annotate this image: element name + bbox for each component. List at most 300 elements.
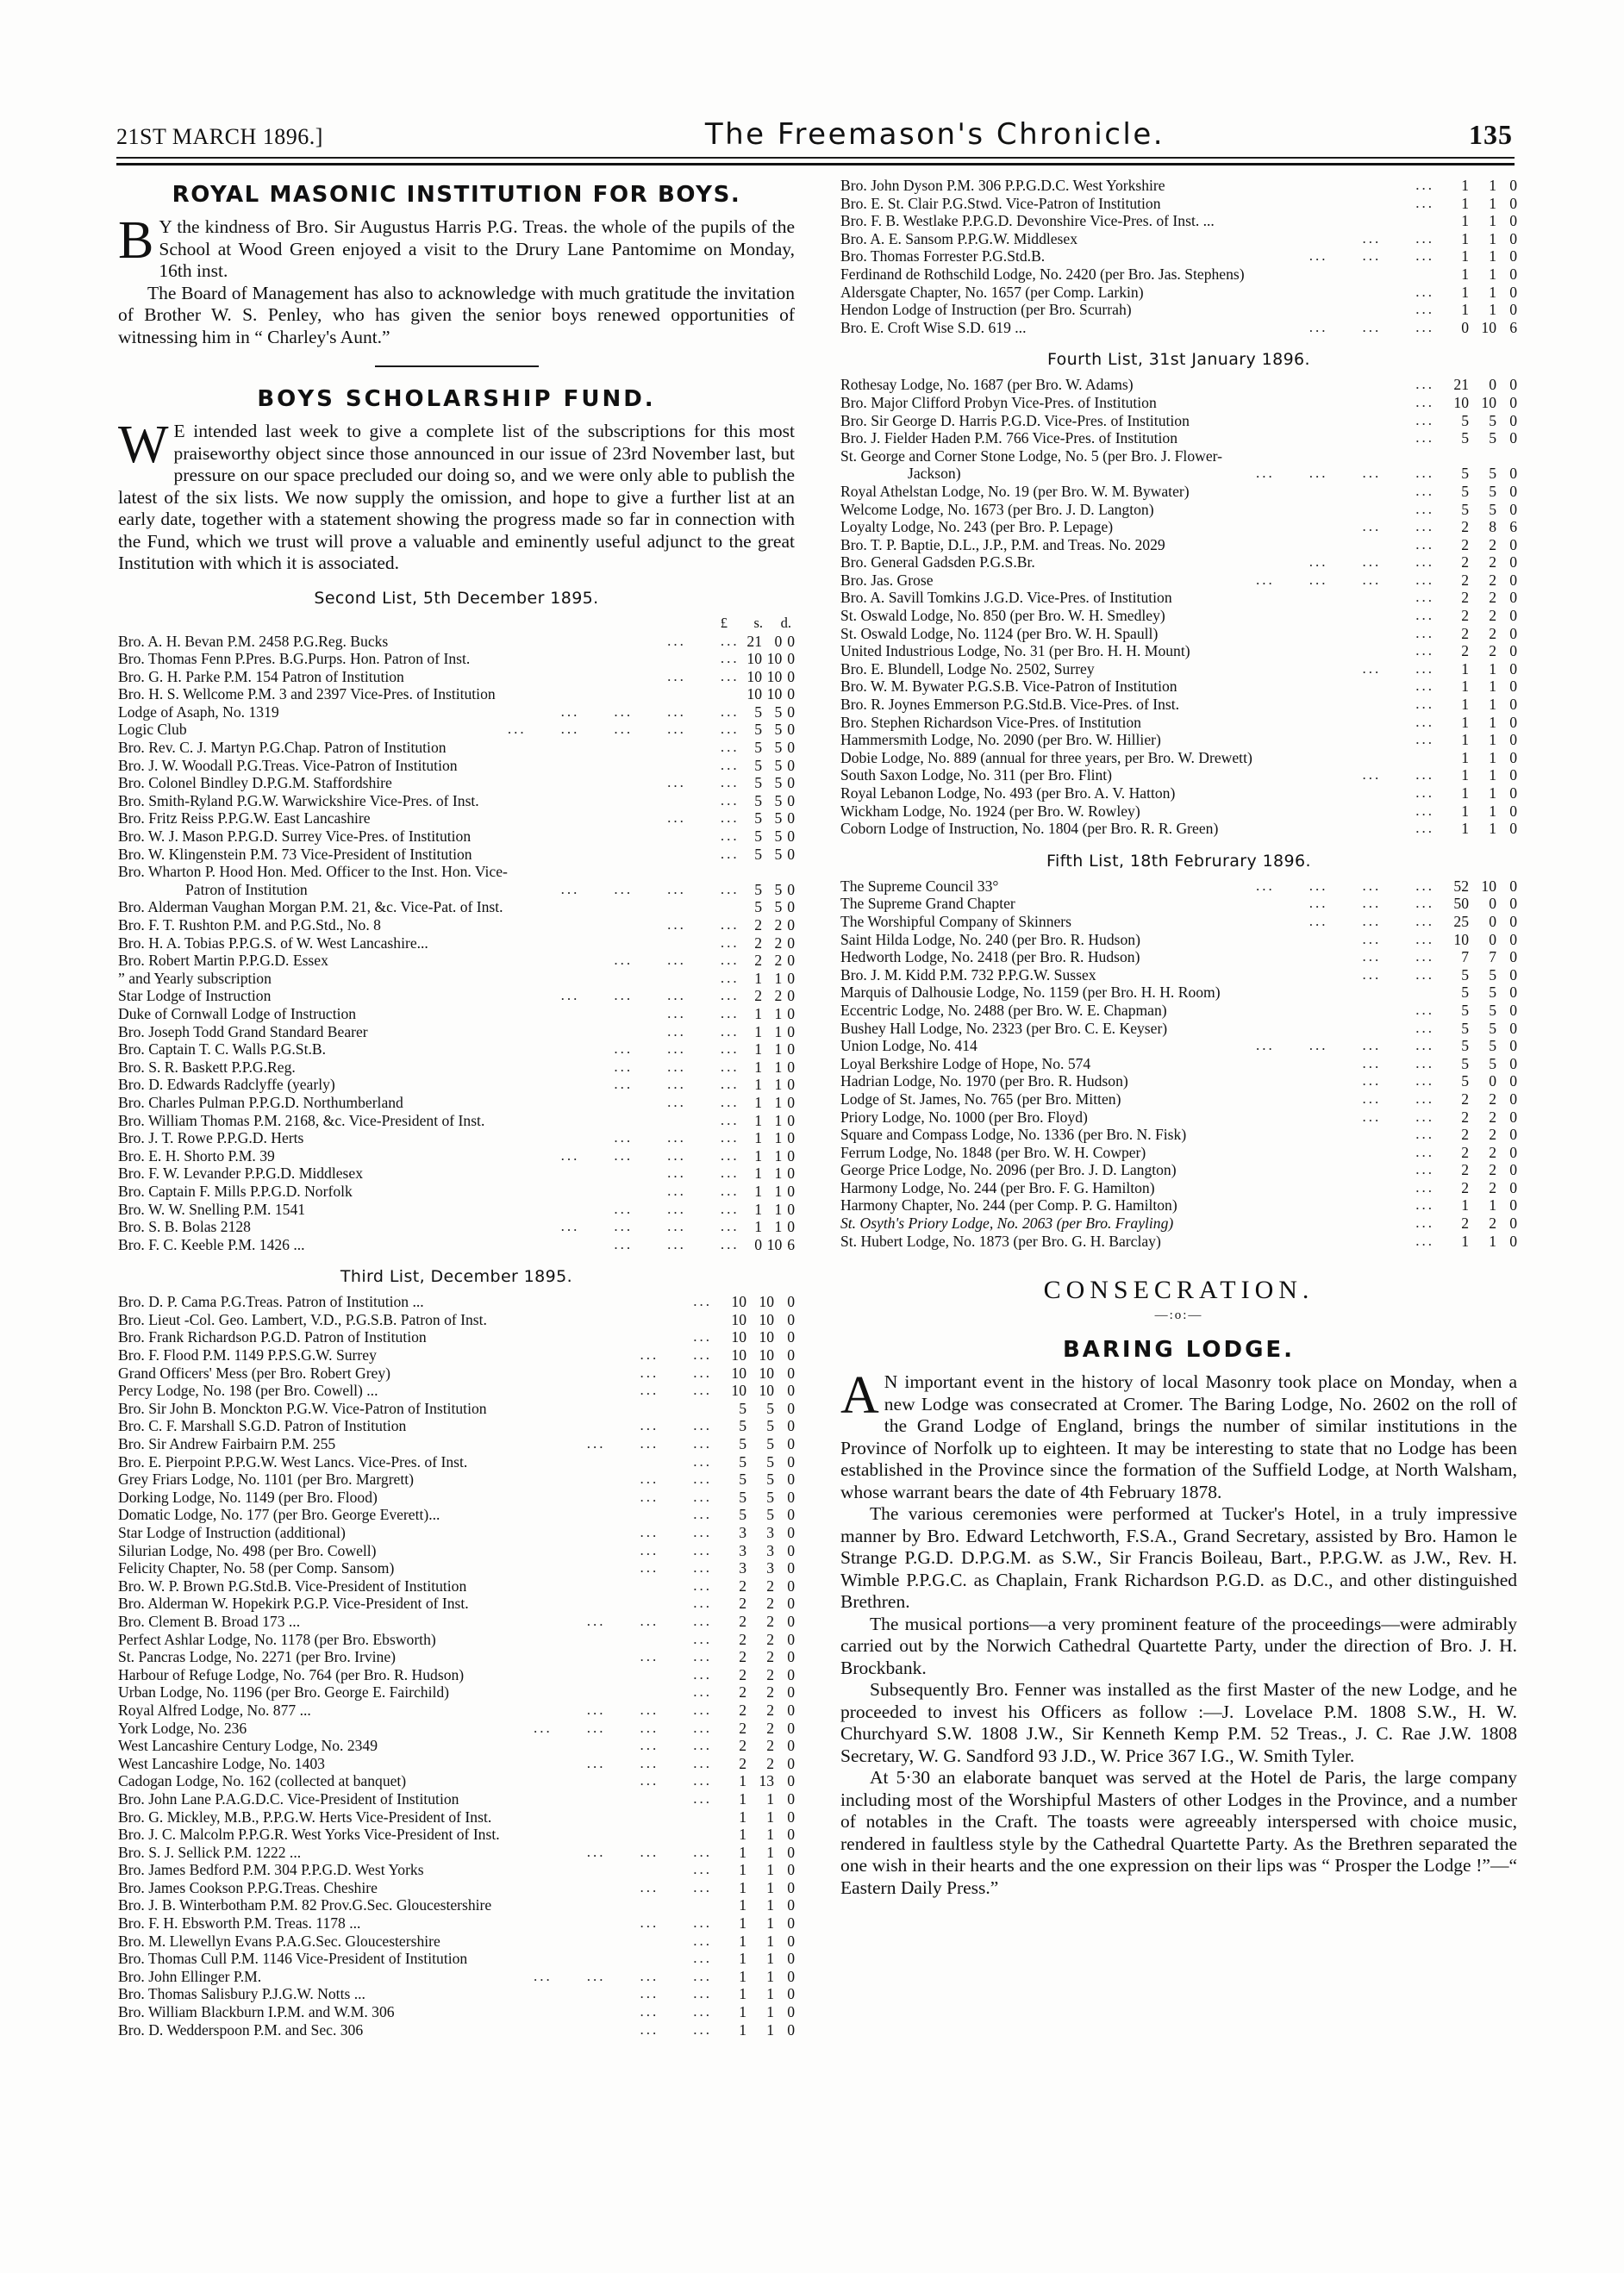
amount-shillings: 2 xyxy=(766,1701,774,1719)
subscriber-name: Bro. Thomas Forrester P.G.Std.B. xyxy=(840,247,1046,265)
amount-shillings: 1 xyxy=(766,1808,774,1826)
amount-pence: 0 xyxy=(1509,589,1517,607)
subscriber-name: United Industrious Lodge, No. 31 (per Bro. H. H. Mount) xyxy=(840,642,1190,660)
amount-pounds: 5 xyxy=(754,739,763,757)
subscription-row xyxy=(840,1090,1517,1108)
subscriber-name: Bro. E. Blundell, Lodge No. 2502, Surrey xyxy=(840,659,1095,678)
amount-pence: 0 xyxy=(1509,766,1517,784)
amount-pounds: 1 xyxy=(739,2020,746,2039)
subscription-row xyxy=(118,1559,795,1577)
subscription-row xyxy=(840,784,1517,802)
leader-dots: ... ... ... xyxy=(614,1058,740,1075)
subscriber-name: Bro. G. Mickley, M.B., P.P.G.W. Herts Vice-President of Inst. xyxy=(118,1808,492,1826)
amount-pence: 0 xyxy=(787,1932,795,1950)
amount-pounds: 10 xyxy=(731,1346,746,1364)
amount-pence: 0 xyxy=(1509,1090,1517,1108)
amount-pence: 0 xyxy=(1509,1143,1517,1161)
amount-pounds: 5 xyxy=(1461,1037,1469,1055)
amount-shillings: 10 xyxy=(1481,318,1496,336)
subscriber-name: Priory Lodge, No. 1000 (per Bro. Floyd) xyxy=(840,1108,1088,1126)
subscription-row xyxy=(118,1364,795,1383)
subscription-row xyxy=(118,1094,795,1112)
subscription-row xyxy=(840,802,1517,821)
amount-shillings: 1 xyxy=(766,1861,774,1879)
subscription-row xyxy=(118,633,795,651)
amount-shillings: 5 xyxy=(766,1471,774,1489)
rmib-paragraph-1: Y the kindness of Bro. Sir Augustus Harris P.G. Treas. the whole of the pupils of the School at Wood Green enjoyed a visit to the Drury Lane Pantomime on Monday, 16th inst. xyxy=(159,216,795,281)
amount-pence: 0 xyxy=(787,1914,795,1933)
leader-dots: ... xyxy=(1415,177,1434,193)
amount-shillings: 1 xyxy=(1489,229,1496,247)
amount-pounds: 1 xyxy=(739,1896,746,1914)
amount-pounds: 1 xyxy=(754,1218,763,1236)
amount-shillings: 1 xyxy=(774,969,783,987)
leader-dots: ... ... xyxy=(640,1471,712,1488)
amount-shillings: 1 xyxy=(766,1932,774,1950)
subscription-row xyxy=(840,394,1517,412)
amount-shillings: 2 xyxy=(766,1683,774,1702)
amount-pounds: 1 xyxy=(754,969,763,987)
amount-pounds: 2 xyxy=(1461,624,1469,642)
leader-dots: ... xyxy=(720,934,740,951)
amount-pounds: 2 xyxy=(1461,1143,1469,1161)
amount-pounds: 1 xyxy=(754,1004,763,1022)
leader-dots: ... xyxy=(1415,1215,1434,1232)
amount-shillings: 3 xyxy=(766,1559,774,1577)
subscription-row xyxy=(840,1072,1517,1090)
amount-pence: 0 xyxy=(1509,247,1517,265)
subscriber-name: Perfect Ashlar Lodge, No. 1178 (per Bro. Ebsworth) xyxy=(118,1630,436,1648)
amount-shillings xyxy=(762,863,782,881)
leader-dots: ... xyxy=(720,845,740,862)
leader-dots: ... xyxy=(1415,731,1434,748)
leader-dots xyxy=(508,685,740,703)
subscription-row xyxy=(840,913,1517,931)
consecration-paragraph-1: N important event in the history of local Masonry took place on Monday, when a new Lodge was consecrated at Cromer. The Baring Lodge, No. 2602 on the roll of the Grand Lodge of England, brings the number of similar institutions in the Province of Norfolk up to eighteen. It may be interesting to state that no Lodge has been established in the Province since the formation of the Suffield Lodge, at North Walsham, whose warrant bears the date of 4th February 1878. xyxy=(840,1371,1517,1502)
amount-shillings: 2 xyxy=(1489,624,1496,642)
amount-shillings: 1 xyxy=(1489,194,1496,212)
leader-dots: ... xyxy=(1415,393,1434,410)
subscriber-name: Bro. D. P. Cama P.G.Treas. Patron of Institution ... xyxy=(118,1293,424,1311)
subscriber-name: Bro. W. M. Bywater P.G.S.B. Vice-Patron of Institution xyxy=(840,678,1177,696)
amount-pence: 0 xyxy=(787,1967,795,1985)
subscription-row xyxy=(118,1826,795,1844)
amount-shillings: 5 xyxy=(766,1399,774,1417)
amount-pounds: 10 xyxy=(746,650,763,668)
leader-dots: ... xyxy=(1415,482,1434,499)
amount-shillings: 2 xyxy=(1489,607,1496,625)
amount-pence: 0 xyxy=(1509,571,1517,589)
amount-pence: 0 xyxy=(787,1630,795,1648)
amount-pence: 0 xyxy=(787,1218,795,1236)
subscription-row xyxy=(840,247,1517,265)
amount-pounds: 1 xyxy=(754,1076,763,1094)
subscriber-name: Bro. Rev. C. J. Martyn P.G.Chap. Patron of Institution xyxy=(118,739,447,757)
amount-shillings: 1 xyxy=(774,1146,783,1165)
leader-dots: ... ... xyxy=(667,1004,740,1021)
amount-pence: 0 xyxy=(787,1364,795,1382)
amount-shillings: 1 xyxy=(1489,1196,1496,1215)
amount-shillings: 2 xyxy=(1489,1215,1496,1233)
money-column-header xyxy=(118,615,795,632)
amount-pounds: 10 xyxy=(731,1310,746,1328)
subscription-row xyxy=(840,966,1517,984)
leader-dots: ... xyxy=(693,1293,712,1310)
subscriber-name: Bro. William Thomas P.M. 2168, &c. Vice-President of Inst. xyxy=(118,1111,485,1129)
amount-shillings: 1 xyxy=(1489,713,1496,731)
consecration-paragraph-3: The musical portions—a very prominent feature of the proceedings—were admirably carried out by the Norwich Cathedral Quartette Party, under the direction of Bro. J. H. Brockbank. xyxy=(840,1613,1517,1678)
amount-pence: 0 xyxy=(1509,895,1517,913)
subscription-row xyxy=(118,1666,795,1684)
amount-pence: 0 xyxy=(787,1058,795,1076)
subscriber-name: Aldersgate Chapter, No. 1657 (per Comp. Larkin) xyxy=(840,283,1144,301)
leader-dots: ... ... xyxy=(667,809,740,827)
amount-shillings: 5 xyxy=(1489,965,1496,984)
amount-shillings: 10 xyxy=(759,1310,774,1328)
leader-dots: ... ... xyxy=(1362,518,1434,535)
subscription-row xyxy=(118,774,795,792)
amount-pence: 0 xyxy=(1509,535,1517,553)
subscriber-name: Bro. Captain F. Mills P.P.G.D. Norfolk xyxy=(118,1182,353,1200)
amount-shillings: 10 xyxy=(766,1235,783,1253)
amount-pounds: 5 xyxy=(754,774,763,792)
leader-dots: ... ... ... ... xyxy=(560,703,740,720)
third-list-table xyxy=(118,1293,795,2039)
subscriber-name: Royal Alfred Lodge, No. 877 ... xyxy=(118,1701,311,1719)
amount-pounds: 2 xyxy=(1461,607,1469,625)
amount-pence: 0 xyxy=(1509,429,1517,447)
amount-pounds: 0 xyxy=(1461,318,1469,336)
subscriber-name: St. Hubert Lodge, No. 1873 (per Bro. G. H. Barclay) xyxy=(840,1232,1161,1250)
subscription-row xyxy=(118,1453,795,1471)
subscription-row xyxy=(840,301,1517,319)
amount-shillings: 1 xyxy=(766,1967,774,1985)
subscriber-name: Royal Athelstan Lodge, No. 19 (per Bro. W. M. Bywater) xyxy=(840,482,1190,500)
subscription-row xyxy=(840,696,1517,714)
subscriber-name: Bro. E. Croft Wise S.D. 619 ... xyxy=(840,318,1027,336)
leader-dots: ... ... ... ... xyxy=(560,987,740,1004)
amount-shillings: 2 xyxy=(766,1754,774,1772)
amount-shillings: 5 xyxy=(1489,500,1496,518)
amount-shillings: 1 xyxy=(1489,1232,1496,1250)
leader-dots: ... ... xyxy=(1362,948,1434,965)
subscription-row xyxy=(118,1790,795,1808)
subscription-row xyxy=(118,792,795,810)
subscription-row xyxy=(118,863,795,881)
subscriber-name: Bro. H. A. Tobias P.P.G.S. of W. West Lancashire... xyxy=(118,934,428,952)
leader-dots: ... ... xyxy=(1362,229,1434,247)
amount-shillings: 2 xyxy=(1489,553,1496,571)
consecration-body xyxy=(840,1366,1517,1503)
amount-shillings: 1 xyxy=(1489,265,1496,283)
amount-pence: 0 xyxy=(787,756,795,774)
subscriber-name: Bro. Charles Pulman P.P.G.D. Northumberland xyxy=(118,1093,403,1111)
amount-shillings: 2 xyxy=(774,916,783,934)
subscription-row xyxy=(118,916,795,934)
amount-shillings: 8 xyxy=(1489,518,1496,536)
amount-shillings: 5 xyxy=(766,1435,774,1453)
amount-pounds: 2 xyxy=(1461,1090,1469,1108)
subscription-row xyxy=(118,1147,795,1165)
subscriber-name: Bro. S. J. Sellick P.M. 1222 ... xyxy=(118,1843,302,1861)
amount-shillings: 2 xyxy=(766,1630,774,1648)
amount-pence: 0 xyxy=(787,1950,795,1968)
subscriber-name: Bro. Smith-Ryland P.G.W. Warwickshire Vice-Pres. of Inst. xyxy=(118,791,479,809)
amount-pounds: 2 xyxy=(1461,1161,1469,1179)
amount-shillings: 5 xyxy=(774,845,783,863)
subscriber-name: Bro. F. B. Westlake P.P.G.D. Devonshire Vice-Pres. of Inst. ... xyxy=(840,212,1215,230)
amount-pounds: 1 xyxy=(1461,731,1469,749)
amount-pence: 0 xyxy=(787,1488,795,1506)
amount-pounds: 5 xyxy=(1461,465,1469,483)
amount-shillings xyxy=(1469,447,1496,465)
amount-pounds: 1 xyxy=(1461,283,1469,301)
leader-dots: ... xyxy=(1415,376,1434,393)
amount-pounds: 5 xyxy=(1461,411,1469,429)
subscriber-name: Duke of Cornwall Lodge of Instruction xyxy=(118,1004,357,1022)
amount-shillings: 5 xyxy=(1489,1001,1496,1019)
amount-pence: 0 xyxy=(1509,482,1517,500)
subscription-row xyxy=(118,934,795,952)
leader-dots: ... ... ... xyxy=(614,1040,740,1058)
leader-dots: ... ... ... ... ... xyxy=(507,721,740,738)
amount-pounds: 1 xyxy=(739,1789,746,1808)
leader-dots: ... ... xyxy=(640,1346,712,1364)
subscriber-name: Bro. D. Wedderspoon P.M. and Sec. 306 xyxy=(118,2020,364,2039)
ornament-divider: —:o:— xyxy=(1154,1308,1203,1323)
amount-pounds: 21 xyxy=(1453,376,1469,394)
leader-dots: ... xyxy=(693,1630,712,1647)
amount-pounds: 5 xyxy=(1461,500,1469,518)
amount-pounds: 21 xyxy=(746,632,763,650)
amount-pounds: 1 xyxy=(739,1932,746,1950)
amount-pounds: 52 xyxy=(1453,877,1469,895)
amount-pounds: 1 xyxy=(754,1129,763,1147)
amount-shillings: 1 xyxy=(766,1950,774,1968)
fourth-list-heading: Fourth List, 31st January 1896. xyxy=(1047,350,1310,370)
subscription-row xyxy=(840,820,1517,838)
amount-pounds: 5 xyxy=(739,1471,746,1489)
leader-dots: ... xyxy=(1415,1143,1434,1160)
amount-pounds: 2 xyxy=(754,987,763,1005)
subscription-row xyxy=(118,757,795,775)
amount-pence: 0 xyxy=(1509,411,1517,429)
amount-pounds: 2 xyxy=(739,1648,746,1666)
subscriber-name: Bro. J. M. Kidd P.M. 732 P.P.G.W. Sussex xyxy=(840,965,1096,984)
amount-pounds: 1 xyxy=(754,1058,763,1076)
amount-shillings: 2 xyxy=(774,934,783,952)
subscriber-name: The Supreme Council 33° xyxy=(840,877,999,895)
leader-dots: ... ... xyxy=(1362,1108,1434,1125)
amount-pounds: 1 xyxy=(754,1165,763,1183)
subscription-row xyxy=(118,1950,795,1968)
amount-shillings: 2 xyxy=(766,1612,774,1630)
subscriber-name: Bro. William Blackburn I.P.M. and W.M. 306 xyxy=(118,2003,395,2021)
amount-pounds: 1 xyxy=(1461,678,1469,696)
subscriber-name: Bro. T. P. Baptie, D.L., J.P., P.M. and Treas. No. 2029 xyxy=(840,535,1165,553)
subscription-row xyxy=(118,1577,795,1595)
subscriber-name: Bro. F. Flood P.M. 1149 P.P.S.G.W. Surrey xyxy=(118,1346,377,1364)
leader-dots: ... xyxy=(1415,784,1434,801)
subscriber-name: Bro. S. R. Baskett P.P.G.Reg. xyxy=(118,1058,296,1076)
subscription-row xyxy=(118,1683,795,1702)
amount-pounds: 1 xyxy=(754,1040,763,1058)
leader-dots: ... ... ... ... xyxy=(534,1719,712,1736)
amount-shillings: 5 xyxy=(774,898,783,916)
amount-shillings: 10 xyxy=(759,1293,774,1311)
subscriber-name: Marquis of Dalhousie Lodge, No. 1159 (per Bro. H. H. Room) xyxy=(840,984,1221,1002)
subscriber-name: Harmony Lodge, No. 244 (per Bro. F. G. Hamilton) xyxy=(840,1178,1155,1196)
amount-shillings: 5 xyxy=(1489,482,1496,500)
amount-shillings: 0 xyxy=(1489,1072,1496,1090)
amount-shillings: 1 xyxy=(766,2020,774,2039)
amount-shillings: 5 xyxy=(766,1488,774,1506)
amount-pence: 0 xyxy=(1509,965,1517,984)
subscription-row xyxy=(840,177,1517,195)
leader-dots: ... xyxy=(1415,713,1434,730)
amount-pounds: 2 xyxy=(1461,553,1469,571)
dropcap-a: A xyxy=(840,1366,879,1426)
amount-shillings: 2 xyxy=(1489,535,1496,553)
leader-dots: ... xyxy=(1415,283,1434,300)
amount-shillings: 2 xyxy=(1489,571,1496,589)
amount-pounds: 1 xyxy=(1461,1232,1469,1250)
subscriber-name: Bro. James Cookson P.P.G.Treas. Cheshire xyxy=(118,1878,378,1896)
subscriber-name: Hendon Lodge of Instruction (per Bro. Scurrah) xyxy=(840,301,1132,319)
amount-shillings: 1 xyxy=(774,1040,783,1058)
leader-dots: ... ... ... ... xyxy=(560,880,740,897)
article-heading-bsf: BOYS SCHOLARSHIP FUND. xyxy=(257,386,656,412)
leader-dots: ... ... xyxy=(640,2003,712,2020)
amount-pounds: 5 xyxy=(1461,1001,1469,1019)
leader-dots: ... xyxy=(1415,411,1434,428)
subscriber-name: Bro. Alderman Vaughan Morgan P.M. 21, &c. Vice-Pat. of Inst. xyxy=(118,898,503,916)
subscriber-name: The Worshipful Company of Skinners xyxy=(840,912,1072,930)
amount-pounds: 5 xyxy=(754,756,763,774)
leader-dots: ... xyxy=(1415,1232,1434,1249)
subscriber-name: Star Lodge of Instruction xyxy=(118,987,272,1005)
amount-pence: 0 xyxy=(787,1182,795,1200)
subscriber-name: Bro. Jas. Grose xyxy=(840,571,934,589)
amount-pence: 0 xyxy=(787,1772,795,1790)
subscription-row xyxy=(840,948,1517,966)
amount-pence: 0 xyxy=(787,1648,795,1666)
section-divider-1 xyxy=(375,365,539,367)
subscriber-name: Bro. Fritz Reiss P.P.G.W. East Lancashire xyxy=(118,809,371,827)
amount-shillings: 1 xyxy=(1489,659,1496,678)
subscriber-name: Bro. E. St. Clair P.G.Stwd. Vice-Patron of Institution xyxy=(840,194,1161,212)
amount-pounds: 3 xyxy=(739,1559,746,1577)
amount-pence: 0 xyxy=(787,1595,795,1613)
shillings-symbol: s. xyxy=(753,614,763,631)
subscription-row xyxy=(118,1435,795,1453)
amount-pence: 0 xyxy=(1509,1108,1517,1126)
amount-shillings: 1 xyxy=(766,1789,774,1808)
amount-pence xyxy=(1496,447,1517,465)
subscriber-name: George Price Lodge, No. 2096 (per Bro. J. D. Langton) xyxy=(840,1161,1177,1179)
leader-dots: ... ... xyxy=(640,1364,712,1381)
leader-dots: ... xyxy=(1415,678,1434,695)
subscription-row xyxy=(840,265,1517,284)
amount-pounds: 2 xyxy=(739,1701,746,1719)
leader-dots: ... ... ... xyxy=(614,1235,740,1252)
amount-shillings: 10 xyxy=(766,685,783,703)
subscriber-name: Bro. Stephen Richardson Vice-Pres. of Institution xyxy=(840,713,1141,731)
amount-pounds: 5 xyxy=(754,845,763,863)
amount-pounds: 5 xyxy=(739,1452,746,1471)
leader-dots: ... ... ... xyxy=(1309,247,1434,265)
leader-dots: ... ... ... xyxy=(1309,553,1434,571)
amount-pence: 0 xyxy=(787,1985,795,2003)
subscription-row xyxy=(118,1933,795,1951)
subscriber-name: Bro. E. Pierpoint P.P.G.W. West Lancs. Vice-Pres. of Inst. xyxy=(118,1452,468,1471)
subscription-row xyxy=(118,1023,795,1041)
leader-dots: ... ... ... xyxy=(1309,895,1434,912)
subscription-row xyxy=(118,1005,795,1023)
amount-shillings: 1 xyxy=(1489,802,1496,820)
subscriber-name: Jackson) xyxy=(908,465,961,483)
amount-pence: 0 xyxy=(787,1076,795,1094)
amount-pence: 0 xyxy=(787,1129,795,1147)
subscriber-name: Bro. Captain T. C. Walls P.G.St.B. xyxy=(118,1040,327,1058)
amount-pounds: 1 xyxy=(739,1808,746,1826)
amount-pounds: 2 xyxy=(739,1719,746,1737)
amount-pence: 0 xyxy=(787,1040,795,1058)
subscriber-name: Bro. F. C. Keeble P.M. 1426 ... xyxy=(118,1235,305,1253)
amount-pence: 0 xyxy=(787,969,795,987)
amount-pounds: 2 xyxy=(754,916,763,934)
amount-shillings: 1 xyxy=(1489,696,1496,714)
amount-pence: 0 xyxy=(787,721,795,739)
amount-shillings: 5 xyxy=(1489,411,1496,429)
subscription-row xyxy=(840,877,1517,896)
article-rmib-body xyxy=(118,211,795,283)
leader-dots: ... xyxy=(1415,194,1434,211)
amount-pounds: 25 xyxy=(1453,912,1469,930)
amount-pounds: 1 xyxy=(739,1843,746,1861)
amount-pence: 0 xyxy=(1509,1178,1517,1196)
subscription-row xyxy=(840,1055,1517,1073)
subscriber-name: Percy Lodge, No. 198 (per Bro. Cowell) ... xyxy=(118,1382,378,1400)
amount-pounds: 1 xyxy=(739,1861,746,1879)
subscriber-name: Bro. Lieut -Col. Geo. Lambert, V.D., P.G.S.B. Patron of Inst. xyxy=(118,1310,487,1328)
amount-shillings: 10 xyxy=(759,1382,774,1400)
leader-dots: ... ... ... xyxy=(586,1754,712,1771)
consecration-heading: CONSECRATION. xyxy=(1043,1276,1315,1305)
leader-dots: ... xyxy=(1415,1178,1434,1196)
subscriber-name: Bro. J. C. Malcolm P.P.G.R. West Yorks Vice-President of Inst. xyxy=(118,1826,500,1844)
subscriber-name: Dobie Lodge, No. 889 (annual for three years, per Bro. W. Drewett) xyxy=(840,748,1252,766)
subscription-row xyxy=(118,881,795,899)
amount-pence: 0 xyxy=(787,1559,795,1577)
subscription-row xyxy=(840,319,1517,337)
subscription-row xyxy=(840,625,1517,643)
third-list-continued-rows xyxy=(840,177,1517,336)
subscriber-name: St. Oswald Lodge, No. 1124 (per Bro. W. H. Spaull) xyxy=(840,624,1159,642)
leader-dots: ... ... xyxy=(667,1182,740,1199)
amount-shillings: 1 xyxy=(774,1111,783,1129)
subscription-row xyxy=(840,376,1517,394)
subscription-row xyxy=(118,1896,795,1914)
amount-pounds: 1 xyxy=(754,1200,763,1218)
amount-shillings: 2 xyxy=(766,1737,774,1755)
amount-shillings: 1 xyxy=(1489,177,1496,194)
leader-dots: ... xyxy=(720,739,740,756)
amount-shillings: 2 xyxy=(766,1719,774,1737)
subscriber-name: Patron of Institution xyxy=(185,880,308,898)
subscriber-name: Bro. Thomas Salisbury P.J.G.W. Notts ... xyxy=(118,1985,365,2003)
leader-dots: ... ... xyxy=(1362,766,1434,784)
